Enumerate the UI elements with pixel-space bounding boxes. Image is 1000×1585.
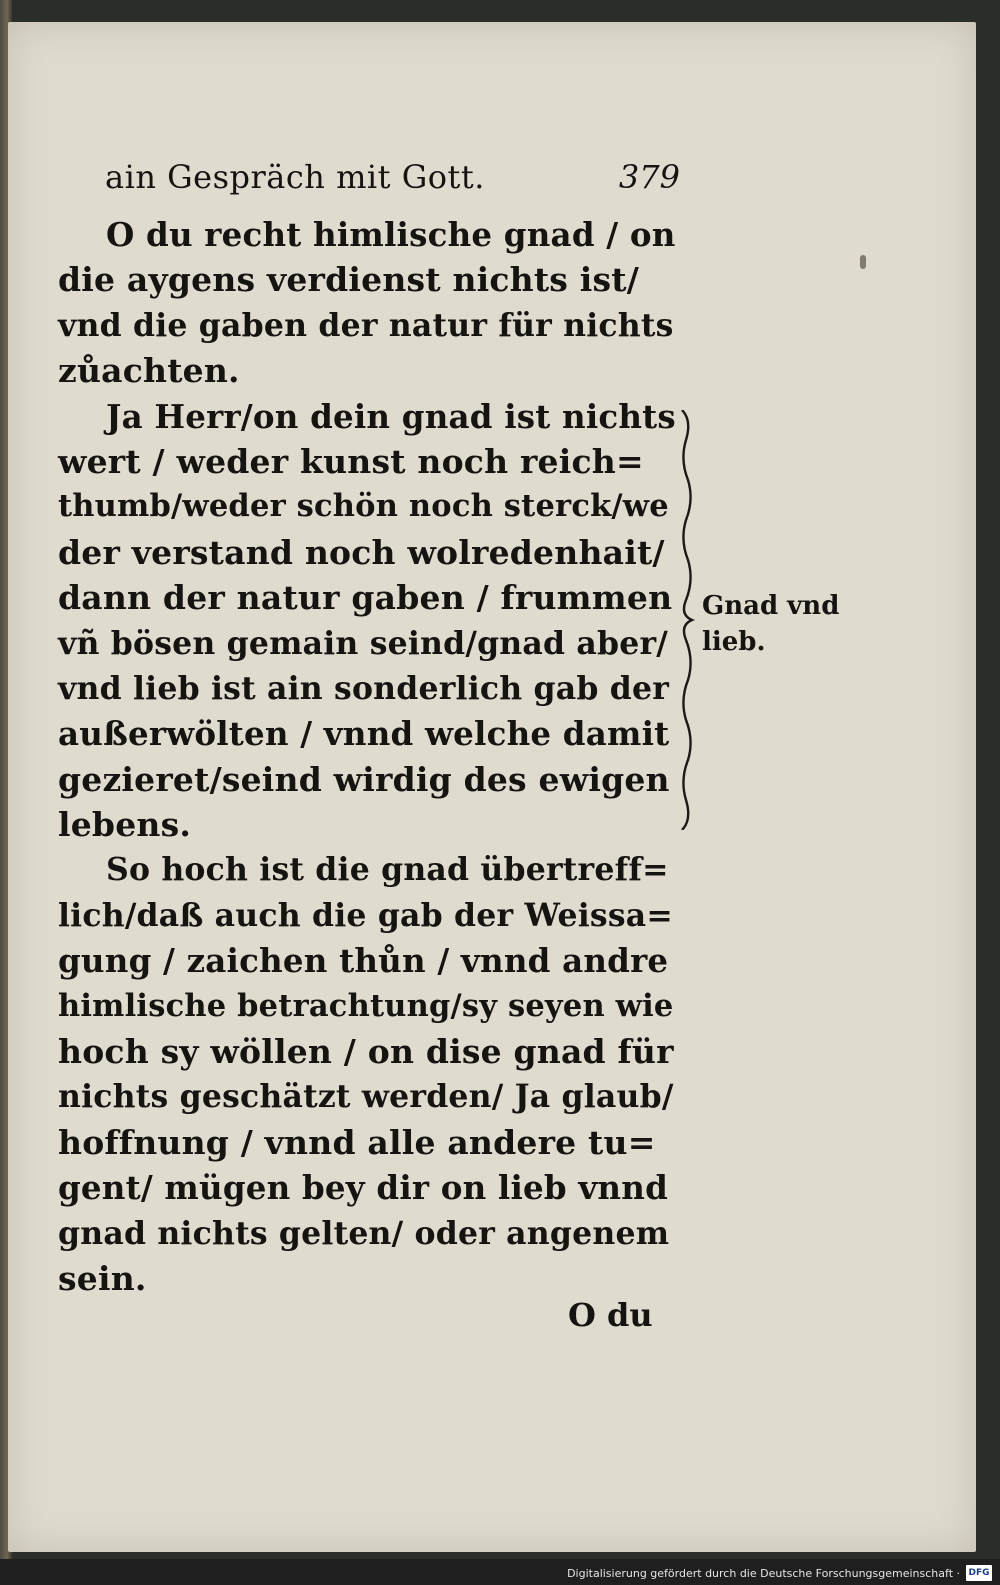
text-line: wert / weder kunst noch reich= <box>58 441 644 481</box>
marginal-note <box>702 588 882 660</box>
page-header <box>105 158 680 202</box>
text-line: lich/daß auch die gab der Weissa= <box>58 896 673 934</box>
text-line: lebens. <box>58 805 192 845</box>
text-line: gent/ mügen bey dir on lieb vnnd <box>58 1168 668 1208</box>
text-line: außerwölten / vnnd welche damit <box>58 714 670 754</box>
ink-blemish <box>860 255 866 269</box>
running-title: ain Gespräch mit Gott. <box>105 158 485 196</box>
text-line: Ja Herr/on dein gnad ist nichts <box>106 396 676 436</box>
text-line: himlische betrachtung/sy seyen wie <box>58 987 674 1024</box>
text-line: sein. <box>58 1258 147 1298</box>
text-line: vñ bösen gemain seind/gnad aber/ <box>58 624 668 662</box>
marginal-note-line: lieb. <box>702 627 766 657</box>
catchword: O du <box>568 1296 653 1334</box>
text-line: hoffnung / vnnd alle andere tu= <box>58 1122 656 1162</box>
marginal-note-line: Gnad vnd <box>702 591 840 621</box>
text-line: O du recht himlische gnad / on <box>106 215 676 254</box>
text-line: vnd lieb ist ain sonderlich gab der <box>58 669 670 707</box>
funding-credit: Digitalisierung gefördert durch die Deutsche Forschungsgemeinschaft · <box>567 1567 960 1580</box>
text-line: So hoch ist die gnad übertreff= <box>106 851 669 889</box>
text-line: nichts geschätzt werden/ Ja glaub/ <box>58 1078 674 1116</box>
text-line: gung / zaichen thůn / vnnd andre <box>58 941 669 981</box>
text-line: gnad nichts gelten/ oder angenem <box>58 1214 670 1252</box>
text-line: der verstand noch wolredenhait/ <box>58 532 665 572</box>
text-line: dann der natur gaben / frummen <box>58 578 673 618</box>
text-line: gezieret/seind wirdig des ewigen <box>58 759 670 799</box>
digitization-footer <box>0 1559 1000 1585</box>
text-line: zůachten. <box>58 351 240 391</box>
body-text <box>58 212 676 1301</box>
margin-brace <box>678 410 696 830</box>
text-line: hoch sy wöllen / on dise gnad für <box>58 1032 674 1072</box>
page-number: 379 <box>618 158 680 196</box>
text-line: vnd die gaben der natur für nichts <box>58 306 674 344</box>
text-line: thumb/weder schön noch sterck/we <box>58 488 669 525</box>
dfg-logo: DFG <box>966 1565 992 1581</box>
text-line: die aygens verdienst nichts ist/ <box>58 260 639 300</box>
